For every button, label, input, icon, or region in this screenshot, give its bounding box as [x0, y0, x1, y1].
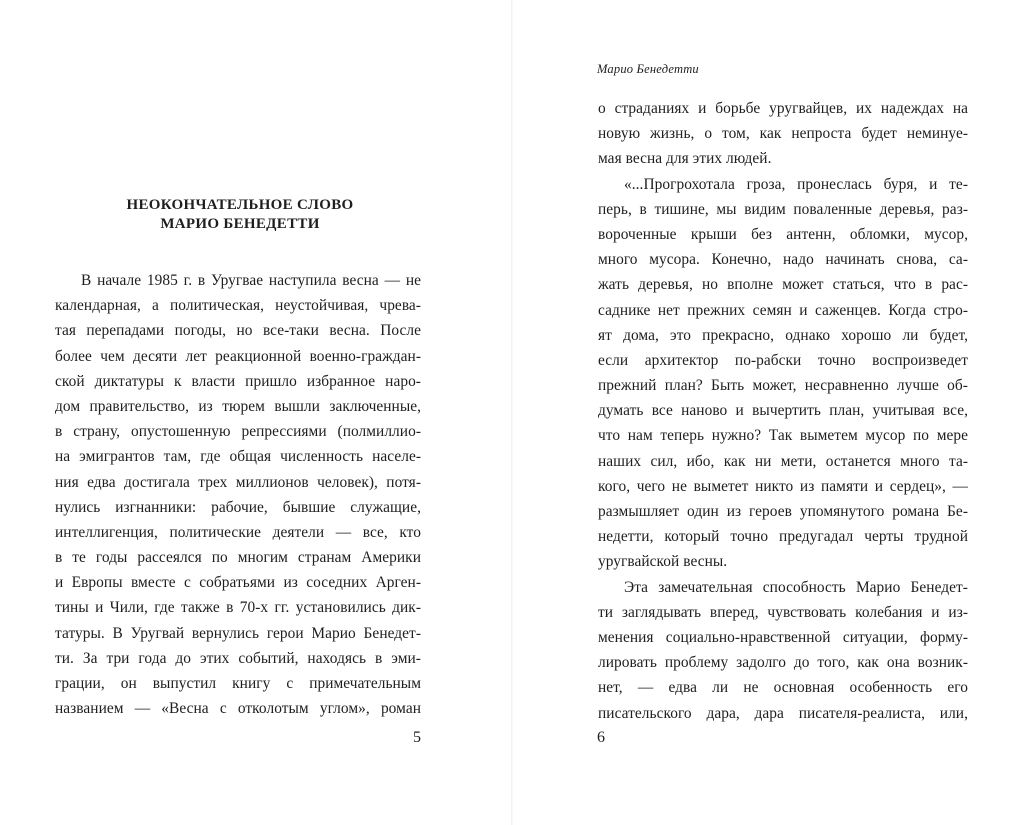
- text-line: в страну, опустошенную репрессиями (полмиллио-: [55, 423, 421, 441]
- text-line: перь, в тишине, мы видим поваленные деревья, раз-: [598, 200, 968, 218]
- text-line: недетти, который точно предугадал черты трудной: [598, 528, 968, 546]
- text-line: татуры. В Уругвай вернулись герои Марио Бенедет-: [55, 624, 421, 642]
- text-line: мая весна для этих людей.: [598, 150, 772, 168]
- chapter-title-line: НЕОКОНЧАТЕЛЬНОЕ СЛОВО: [126, 197, 354, 213]
- right-body-text: [598, 96, 968, 726]
- text-line: в те годы рассеялся по многим странам Америки: [55, 549, 421, 567]
- text-line: о страданиях и борьбе уругвайцев, их надеждах на: [598, 100, 968, 117]
- text-line: ти заглядывать вперед, чувствовать колебания и из-: [598, 603, 968, 621]
- text-line: грации, он выпустил книгу с примечательным: [55, 675, 421, 692]
- text-line: интеллигенция, политические деятели — все, кто: [55, 523, 421, 541]
- text-line: названием — «Весна с отколотым углом», роман: [55, 700, 421, 718]
- text-line: ния едва достигала трех миллионов человек), потя-: [55, 473, 421, 491]
- text-line: уругвайской весны.: [598, 553, 728, 571]
- text-line: «...Прогрохотала гроза, пронеслась буря, и те-: [624, 175, 968, 193]
- text-line: лировать проблему задолго до того, как она возник-: [598, 654, 968, 672]
- text-line: новую жизнь, о том, как непроста будет неминуе-: [598, 125, 968, 143]
- text-line: на эмигрантов там, где общая численность населе-: [55, 448, 421, 466]
- text-line: дом правительство, из тюрем вышли заключенные,: [55, 397, 421, 415]
- text-line: саднике нет прежних семян и саженцев. Когда стро-: [598, 301, 968, 319]
- text-line: менения социально-нравственной ситуации, форму-: [598, 628, 968, 646]
- text-line: нет, — едва ли не основная особенность его: [598, 679, 968, 697]
- text-line: и Европы вместе с собратьями из соседних Арген-: [55, 574, 421, 592]
- right-page: [513, 0, 1025, 825]
- text-line: нулись изгнанники: рабочие, бывшие служащие,: [55, 498, 421, 516]
- text-line: более чем десяти лет реакционной военно-граждан-: [55, 347, 421, 365]
- text-line: жать деревья, но вполне может статься, что в рас-: [598, 276, 968, 294]
- running-head: Марио Бенедетти: [597, 62, 699, 76]
- page-number: 5: [413, 729, 421, 746]
- text-line: вороченные крыши без антенн, обломки, мусор,: [598, 225, 968, 243]
- text-line: писательского дара, дара писателя-реалиста, или,: [598, 704, 968, 722]
- text-line: тая перепадами погоды, но все-таки весна. После: [55, 322, 421, 340]
- left-page: [0, 0, 511, 825]
- left-body-text: [55, 268, 421, 721]
- chapter-title-line: МАРИО БЕНЕДЕТТИ: [160, 216, 320, 232]
- text-line: кого, чего не выметет никто из памяти и сердец», —: [598, 477, 968, 495]
- text-line: думать все наново и вычертить план, учитывая все,: [598, 402, 968, 420]
- text-line: тины и Чили, где также в 70-х гг. установились дик-: [55, 599, 421, 617]
- chapter-title: [55, 196, 425, 234]
- text-line: Эта замечательная способность Марио Бенедет-: [624, 578, 968, 596]
- text-line: ской диктатуры к власти пришло избранное наро-: [55, 372, 421, 390]
- text-line: ят дома, это прекрасно, однако хорошо ли будет,: [598, 326, 968, 344]
- text-line: наших сил, ибо, как ни мети, останется много та-: [598, 452, 968, 470]
- text-line: календарная, а политическая, неустойчивая, чрева-: [55, 297, 421, 315]
- text-line: много мусора. Конечно, надо начинать снова, са-: [598, 251, 968, 269]
- text-line: прежний план? Быть может, несравненно лучше об-: [598, 377, 968, 395]
- text-line: размышляет один из героев упомянутого романа Бе-: [598, 503, 968, 520]
- text-line: ти. За три года до этих событий, находясь в эми-: [55, 649, 421, 667]
- text-line: В начале 1985 г. в Уругвае наступила весна — не: [81, 272, 421, 289]
- text-line: что нам теперь нужно? Так выметем мусор по мере: [598, 427, 968, 445]
- text-line: если архитектор по-рабски точно воспроизведет: [598, 351, 968, 369]
- page-number: 6: [597, 729, 605, 746]
